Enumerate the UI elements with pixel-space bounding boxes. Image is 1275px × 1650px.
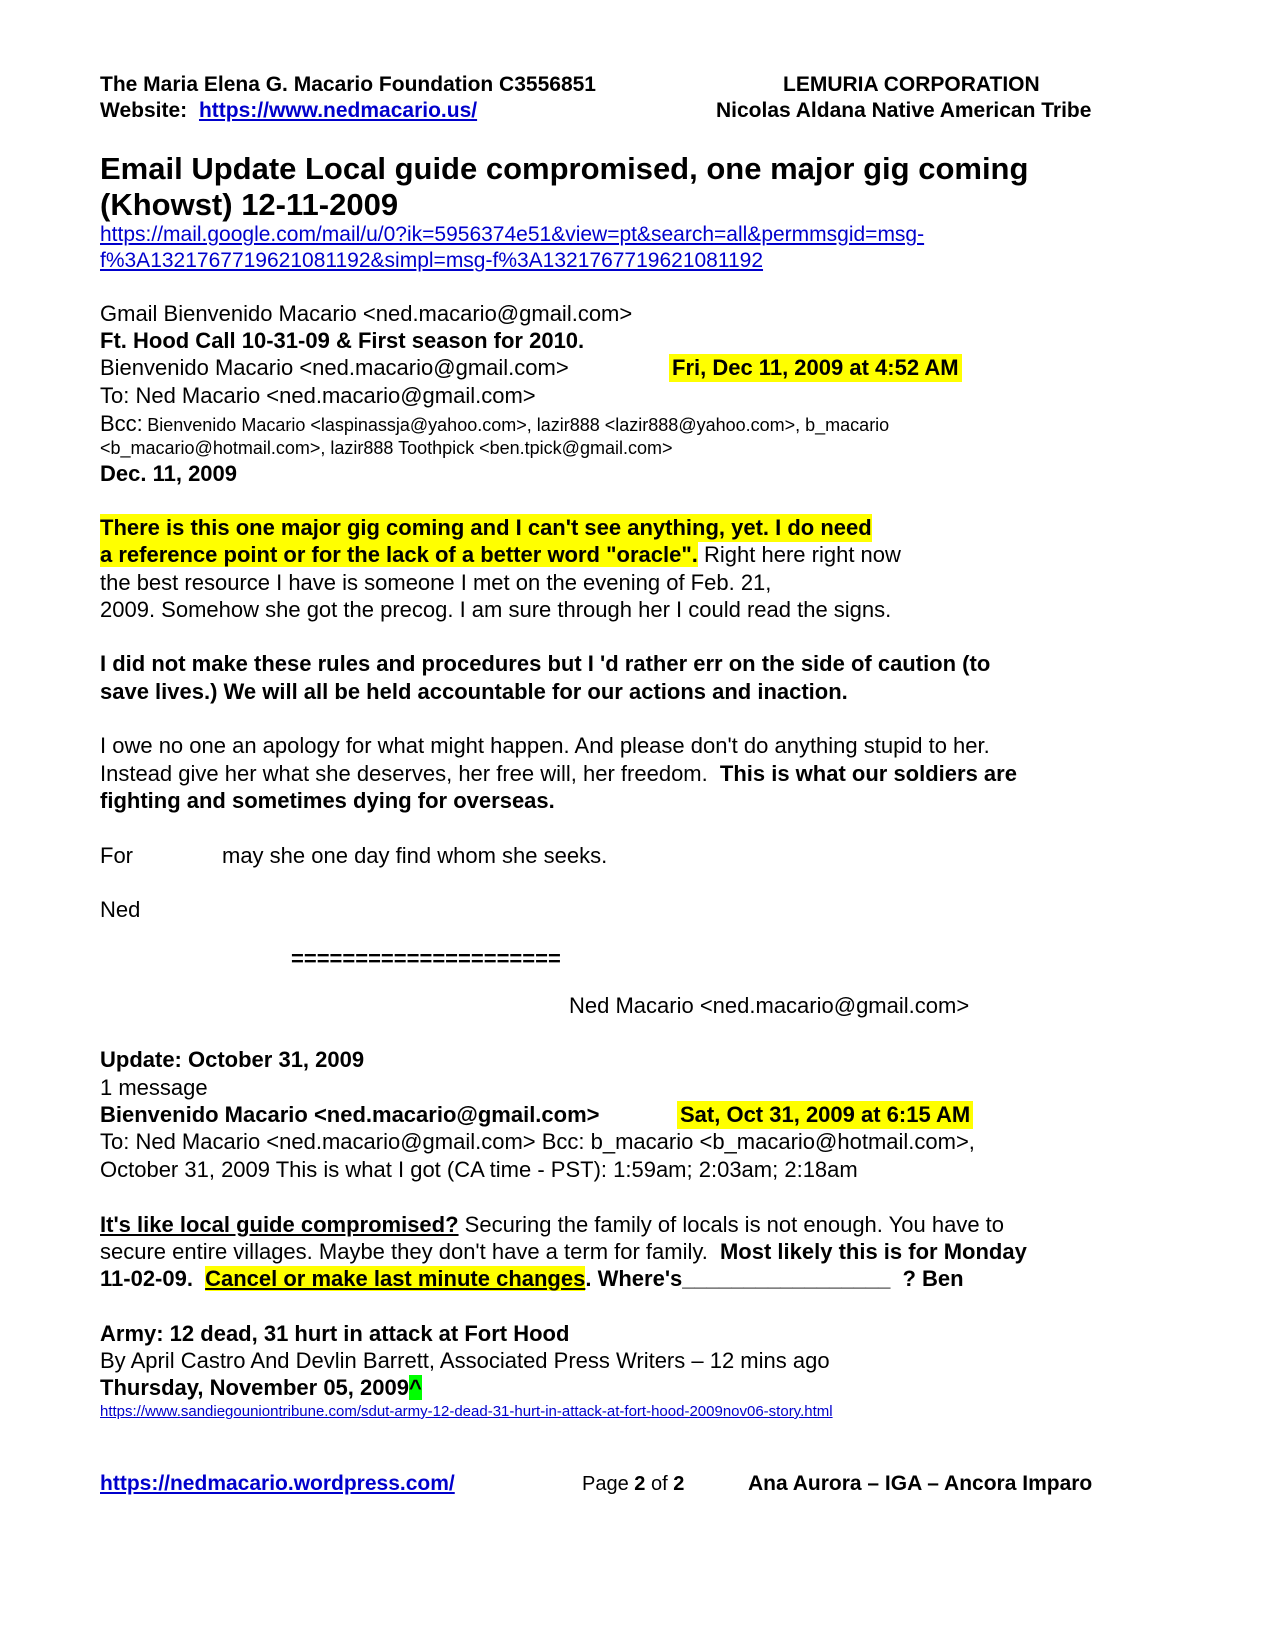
page-total: 2 bbox=[673, 1473, 685, 1495]
para3-line2 bbox=[100, 760, 1017, 788]
email-bcc-line2: <b_macario@hotmail.com>, lazir888 Toothpick <ben.tpick@gmail.com> bbox=[100, 438, 673, 458]
para3-line3: fighting and sometimes dying for overseas. bbox=[100, 788, 555, 813]
source-link-line1[interactable]: https://mail.google.com/mail/u/0?ik=5956374e51&view=pt&search=all&permmsgid=msg- bbox=[100, 223, 925, 246]
update-times: October 31, 2009 This is what I got (CA time - PST): 1:59am; 2:03am; 2:18am bbox=[100, 1157, 858, 1182]
footer-motto: Ana Aurora – IGA – Ancora Imparo bbox=[748, 1472, 1093, 1495]
email-bcc-line1 bbox=[100, 410, 889, 439]
update-para-line2-plain: secure entire villages. Maybe they don't have a term for family. bbox=[100, 1239, 708, 1264]
footer-link[interactable]: https://nedmacario.wordpress.com/ bbox=[100, 1472, 455, 1495]
tribe-name: Nicolas Aldana Native American Tribe bbox=[716, 99, 1092, 122]
email-from: Bienvenido Macario <ned.macario@gmail.com> bbox=[100, 355, 569, 380]
email-date: Fri, Dec 11, 2009 at 4:52 AM bbox=[669, 354, 962, 382]
email-to: To: Ned Macario <ned.macario@gmail.com> bbox=[100, 383, 536, 408]
para1-line2 bbox=[100, 541, 901, 569]
para3-line1: I owe no one an apology for what might happen. And please don't do anything stupid to her. bbox=[100, 733, 990, 758]
separator: ===================== bbox=[291, 946, 561, 971]
update-para-line1 bbox=[100, 1211, 1004, 1239]
page-number bbox=[582, 1471, 684, 1498]
update-subject: Update: October 31, 2009 bbox=[100, 1047, 365, 1072]
cancel-highlight: Cancel or make last minute changes bbox=[205, 1266, 586, 1291]
news-headline: Army: 12 dead, 31 hurt in attack at Fort Hood bbox=[100, 1321, 570, 1346]
para1-line2-rest: Right here right now bbox=[697, 542, 901, 567]
for-rest: may she one day find whom she seeks. bbox=[222, 843, 608, 868]
para2-line2: save lives.) We will all be held accountable for our actions and inaction. bbox=[100, 679, 848, 704]
message-count: 1 message bbox=[100, 1075, 208, 1100]
update-date-ref: 11-02-09. bbox=[100, 1266, 193, 1291]
page-current: 2 bbox=[634, 1473, 646, 1495]
news-date: Thursday, November 05, 2009 bbox=[100, 1375, 409, 1400]
gmail-line: Gmail Bienvenido Macario <ned.macario@gmail.com> bbox=[100, 301, 633, 326]
news-date-line bbox=[100, 1374, 422, 1402]
update-question: It's like local guide compromised? bbox=[100, 1212, 459, 1237]
para1-highlight-line1: There is this one major gig coming and I can't see anything, yet. I do need bbox=[100, 515, 872, 540]
update-para-line2-bold: Most likely this is for Monday bbox=[719, 1239, 1027, 1264]
question-ben: ? Ben bbox=[902, 1266, 964, 1291]
bcc-recipients: Bienvenido Macario <laspinassja@yahoo.com>, lazir888 <lazir888@yahoo.com>, b_macario bbox=[147, 415, 890, 435]
email-subject: Ft. Hood Call 10-31-09 & First season for 2010. bbox=[100, 328, 585, 353]
page-title-line2: (Khowst) 12-11-2009 bbox=[100, 187, 399, 222]
page-prefix: Page bbox=[582, 1473, 635, 1495]
bcc-label: Bcc: bbox=[100, 411, 143, 436]
wheres-text: . Where's bbox=[585, 1266, 683, 1291]
update-date: Sat, Oct 31, 2009 at 6:15 AM bbox=[677, 1101, 973, 1129]
para1-line4: 2009. Somehow she got the precog. I am sure through her I could read the signs. bbox=[100, 597, 892, 622]
caret-mark: ^ bbox=[408, 1375, 422, 1400]
page-mid: of bbox=[645, 1473, 674, 1495]
news-link[interactable]: https://www.sandiegouniontribune.com/sdut-army-12-dead-31-hurt-in-attack-at-fort-hood-2009nov06-story.html bbox=[100, 1403, 833, 1420]
para1-line3: the best resource I have is someone I met on the evening of Feb. 21, bbox=[100, 570, 772, 595]
for-word: For bbox=[100, 843, 133, 868]
update-para-line1-rest: Securing the family of locals is not enough. You have to bbox=[458, 1212, 1005, 1237]
update-para-line3 bbox=[100, 1265, 964, 1293]
signature: Ned Macario <ned.macario@gmail.com> bbox=[569, 993, 970, 1018]
email-dateline: Dec. 11, 2009 bbox=[100, 461, 238, 486]
corporation-name: LEMURIA CORPORATION bbox=[783, 73, 1040, 96]
update-to: To: Ned Macario <ned.macario@gmail.com> Bcc: b_macario <b_macario@hotmail.com>, bbox=[100, 1129, 975, 1154]
signoff: Ned bbox=[100, 897, 141, 922]
para2-line1: I did not make these rules and procedures but I 'd rather err on the side of caution (to bbox=[100, 651, 991, 676]
website-label: Website: bbox=[100, 99, 188, 122]
update-para-line2 bbox=[100, 1238, 1027, 1266]
foundation-name: The Maria Elena G. Macario Foundation C3556851 bbox=[100, 73, 596, 96]
website-link[interactable]: https://www.nedmacario.us/ bbox=[198, 99, 478, 122]
para3-line2-plain: Instead give her what she deserves, her free will, her freedom. bbox=[100, 761, 708, 786]
blank-line: _________________ bbox=[682, 1266, 891, 1291]
para1-highlight-line2: a reference point or for the lack of a better word "oracle". bbox=[100, 542, 698, 567]
page-title-line1: Email Update Local guide compromised, one major gig coming bbox=[100, 151, 1029, 186]
update-from: Bienvenido Macario <ned.macario@gmail.com> bbox=[100, 1102, 600, 1127]
website-line bbox=[100, 97, 477, 124]
news-byline: By April Castro And Devlin Barrett, Associated Press Writers – 12 mins ago bbox=[100, 1348, 830, 1373]
para3-line2-bold: This is what our soldiers are bbox=[719, 761, 1017, 786]
source-link-line2[interactable]: f%3A1321767719621081192&simpl=msg-f%3A1321767719621081192 bbox=[100, 249, 764, 272]
